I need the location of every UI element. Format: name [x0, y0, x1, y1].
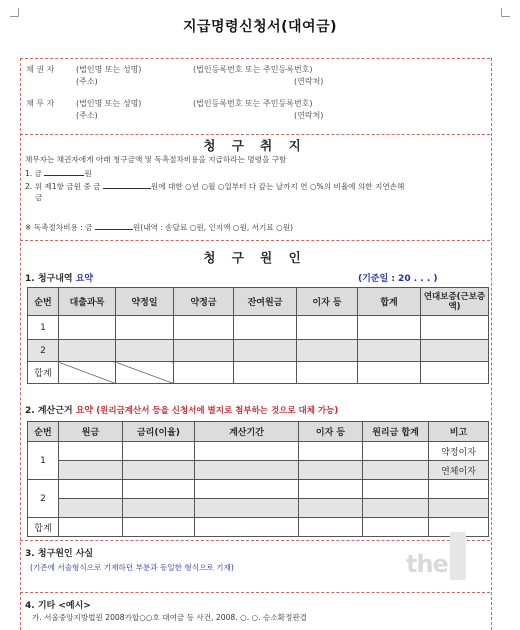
table-cell[interactable]: [429, 499, 489, 518]
table-row: [28, 499, 489, 518]
table-cell[interactable]: [358, 340, 421, 362]
table-cell[interactable]: [195, 442, 299, 461]
col-guarantee: 연대보증(근보증액): [421, 288, 489, 316]
table-row: [28, 442, 489, 461]
col-seq: 순번: [28, 422, 59, 442]
col-contract-amount: 약정금: [174, 288, 234, 316]
col-period: 계산기간: [195, 422, 299, 442]
section-1-heading: [25, 271, 93, 284]
table-cell[interactable]: [299, 442, 363, 461]
table-cell[interactable]: [59, 518, 123, 537]
table-cell[interactable]: [123, 480, 195, 499]
row-number: 2: [28, 340, 59, 362]
table-cell[interactable]: [195, 518, 299, 537]
debtor-name-hint: (법인명 또는 성명): [76, 99, 142, 108]
table-cell[interactable]: [59, 499, 123, 518]
table-cell[interactable]: [123, 499, 195, 518]
watermark-text: the: [406, 550, 448, 578]
section-divider: [20, 240, 490, 241]
table-cell[interactable]: [59, 340, 116, 362]
table-cell[interactable]: [195, 461, 299, 480]
section-3-detail: (기존에 서술형식으로 기재하던 부분과 동일한 형식으로 기재): [30, 563, 234, 572]
table-cell[interactable]: [299, 499, 363, 518]
table-row: [28, 316, 489, 340]
table-header-row: [28, 288, 489, 316]
col-loan-type: 대출과목: [59, 288, 116, 316]
table-cell[interactable]: [421, 316, 489, 340]
section-divider: [20, 540, 490, 541]
table-cell[interactable]: [363, 480, 429, 499]
table-total-row: [28, 518, 489, 537]
claim-item-2-cont: 금: [35, 193, 43, 202]
table-cell[interactable]: [363, 518, 429, 537]
claim-item-1-suffix: 원: [84, 169, 92, 178]
section-divider: [20, 134, 490, 135]
claim-purpose-text: 채무자는 채권자에게 아래 청구금액 및 독촉절차비용을 지급하라는 명령을 구함: [25, 155, 287, 164]
table-cell[interactable]: [59, 316, 116, 340]
procedure-cost: [25, 221, 293, 233]
col-rate: 금리(이율): [123, 422, 195, 442]
table-cell[interactable]: [299, 518, 363, 537]
col-remaining-principal: 잔여원금: [234, 288, 297, 316]
remark-contract-interest: 약정이자: [429, 442, 489, 461]
table-cell[interactable]: [116, 340, 174, 362]
claim-cause-title: 청 구 원 인: [203, 250, 307, 265]
col-interest: 이자 등: [297, 288, 358, 316]
debtor-address-hint: (주소): [76, 111, 98, 120]
table-cell[interactable]: [123, 442, 195, 461]
section-2-heading: [25, 403, 338, 416]
total-label: 합계: [28, 362, 59, 384]
procedure-cost-prefix: ※ 독촉절차비용 : 금: [25, 223, 93, 232]
claim-purpose-title: 청 구 취 지: [203, 138, 307, 153]
table-cell[interactable]: [429, 480, 489, 499]
claim-item-1-prefix: 1. 금: [25, 169, 42, 178]
remark-overdue-interest: 연체이자: [429, 461, 489, 480]
col-principal: 원금: [59, 422, 123, 442]
table-cell[interactable]: [297, 340, 358, 362]
creditor-label: 채 권 자: [26, 65, 55, 74]
table-cell[interactable]: [59, 480, 123, 499]
col-remarks: 비고: [429, 422, 489, 442]
section-divider: [20, 592, 490, 593]
table-cell[interactable]: [174, 340, 234, 362]
section-2-detail: (원리금계산서 등을 신청서에 별지로 첨부하는 것으로 대체 가능): [96, 406, 339, 416]
table-cell[interactable]: [123, 461, 195, 480]
col-total: 합계: [358, 288, 421, 316]
table-cell[interactable]: [421, 340, 489, 362]
amount-blank: [44, 167, 84, 176]
claim-item-2: [25, 180, 404, 192]
table-cell[interactable]: [195, 499, 299, 518]
claim-item-1: [25, 167, 92, 179]
table-cell[interactable]: [299, 461, 363, 480]
claim-item-2-prefix: 2. 위 제1항 금원 중 금: [25, 182, 101, 191]
section-4-number: 4. 기타 <예시>: [25, 601, 91, 611]
table-cell[interactable]: [234, 362, 297, 384]
table-cell[interactable]: [116, 316, 174, 340]
section-1-number: 1. 청구내역: [25, 274, 73, 284]
debtor-id-hint: (법인등록번호 또는 주민등록번호): [193, 99, 313, 108]
row-number: 1: [28, 442, 59, 480]
diagonal-cell: [116, 362, 174, 384]
table-cell[interactable]: [363, 442, 429, 461]
table-cell[interactable]: [59, 442, 123, 461]
frame-top-border: [20, 58, 490, 59]
table-cell[interactable]: [234, 340, 297, 362]
table-cell[interactable]: [123, 518, 195, 537]
procedure-cost-detail: 원(내역 : 송달료 ○원, 인지액 ○원, 서기료 ○원): [132, 223, 294, 232]
debtor-label: 채 무 자: [26, 99, 55, 108]
table-cell[interactable]: [358, 316, 421, 340]
section-2-note: 요약: [75, 406, 94, 416]
table-row: [28, 461, 489, 480]
debtor-contact-hint: (연락처): [294, 111, 324, 120]
total-label: 합계: [28, 518, 59, 537]
section-4-detail: 가. 서울중앙지방법원 2008가합○○호 대여금 등 사건, 2008. ○. ○. 승소확정판결: [32, 613, 307, 622]
table-cell[interactable]: [174, 362, 234, 384]
diagonal-cell: [59, 362, 116, 384]
row-number: 1: [28, 316, 59, 340]
col-interest: 이자 등: [299, 422, 363, 442]
table-cell[interactable]: [363, 461, 429, 480]
table-total-row: [28, 362, 489, 384]
calculation-table: [27, 421, 489, 537]
table-cell[interactable]: [299, 480, 363, 499]
table-cell[interactable]: [421, 362, 489, 384]
base-date: (기준일 : 20 . . . ): [358, 274, 438, 284]
table-cell[interactable]: [297, 362, 358, 384]
table-cell[interactable]: [297, 316, 358, 340]
table-row: [28, 340, 489, 362]
amount-blank: [103, 180, 151, 189]
document-title: 지급명령신청서(대여금): [182, 19, 338, 35]
table-row: [28, 480, 489, 499]
table-cell[interactable]: [174, 316, 234, 340]
row-number: 2: [28, 480, 59, 518]
col-total: 원리금 합계: [363, 422, 429, 442]
table-cell[interactable]: [195, 480, 299, 499]
col-contract-date: 약정일: [116, 288, 174, 316]
section-2-number: 2. 계산근거: [25, 406, 73, 416]
creditor-address-hint: (주소): [76, 77, 98, 86]
table-header-row: [28, 422, 489, 442]
amount-blank: [95, 221, 133, 230]
table-cell[interactable]: [234, 316, 297, 340]
col-seq: 순번: [28, 288, 59, 316]
table-cell[interactable]: [59, 461, 123, 480]
section-1-note: 요약: [75, 274, 94, 284]
creditor-contact-hint: (연락처): [294, 77, 324, 86]
creditor-id-hint: (법인등록번호 또는 주민등록번호): [193, 65, 313, 74]
claim-item-2-text: 원에 대한 ○년 ○월 ○일부터 다 갚는 날까지 연 ○%의 비율에 의한 지연손해: [150, 182, 405, 191]
section-3-number: 3. 청구원인 사실: [25, 549, 94, 559]
creditor-name-hint: (법인명 또는 성명): [76, 65, 142, 74]
claim-details-table: [27, 287, 489, 384]
table-cell[interactable]: [358, 362, 421, 384]
watermark-mark: [450, 532, 466, 580]
table-cell[interactable]: [363, 499, 429, 518]
